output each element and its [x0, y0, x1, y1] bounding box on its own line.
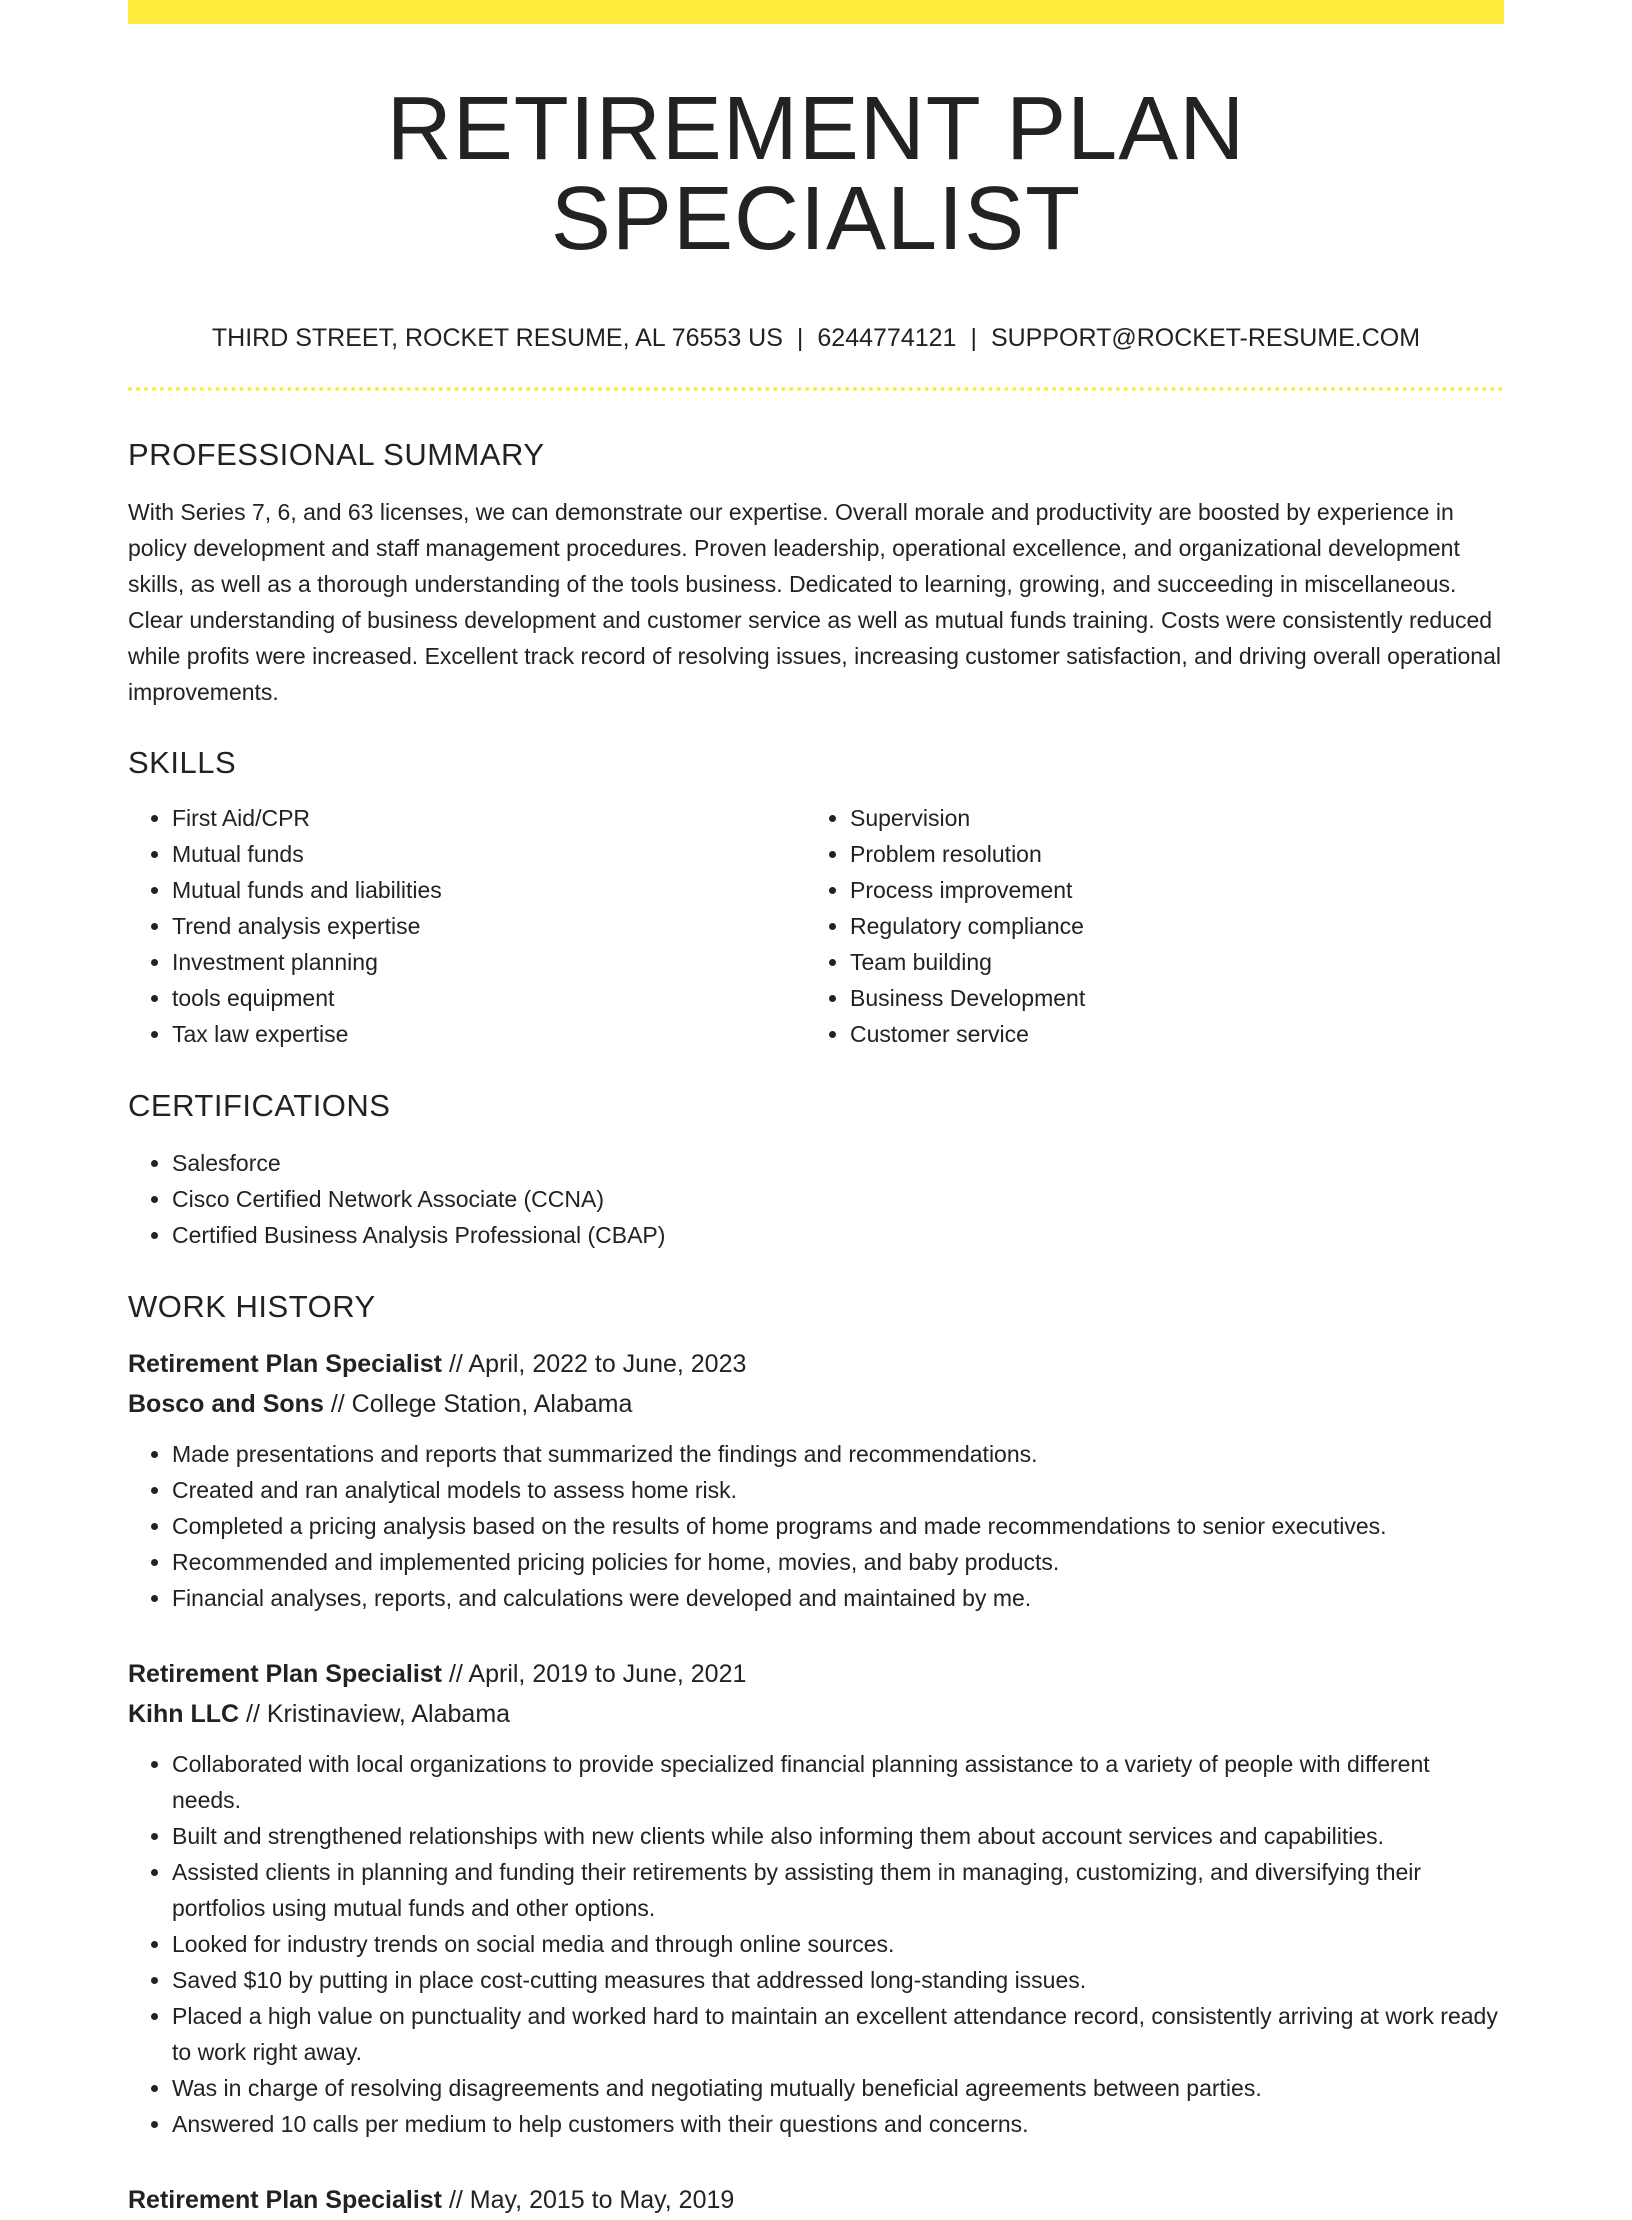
skill-item: • Mutual funds and liabilities	[172, 872, 806, 908]
resume-page	[128, 0, 1504, 2220]
skills-right-column	[806, 800, 1484, 1052]
certification-item: • Certified Business Analysis Professional (CBAP)	[172, 1217, 1504, 1253]
job-bullet: • Collaborated with local organizations to provide specialized financial planning assistance to a variety of people with different needs.	[172, 1746, 1504, 1818]
work-history-heading: WORK HISTORY	[128, 1289, 376, 1324]
job-bullet: • Saved $10 by putting in place cost-cutting measures that addressed long-standing issues.	[172, 1962, 1504, 1998]
job-dates: // April, 2019 to June, 2021	[442, 1660, 747, 1688]
contact-email: SUPPORT@ROCKET-RESUME.COM	[990, 324, 1421, 352]
contact-address: THIRD STREET, ROCKET RESUME, AL 76553 US	[211, 324, 783, 352]
certifications-heading: CERTIFICATIONS	[128, 1088, 391, 1123]
summary-heading: PROFESSIONAL SUMMARY	[128, 437, 545, 472]
certifications-list	[128, 1145, 1504, 1253]
job-entry	[128, 1344, 1504, 1616]
certification-item: • Salesforce	[172, 1145, 1504, 1181]
skill-item: • Process improvement	[850, 872, 1484, 908]
skill-item: • Regulatory compliance	[850, 908, 1484, 944]
job-bullet: • Recommended and implemented pricing policies for home, movies, and baby products.	[172, 1544, 1504, 1580]
skill-item: • tools equipment	[172, 980, 806, 1016]
contact-phone: 6244774121	[817, 324, 957, 352]
skill-item: • First Aid/CPR	[172, 800, 806, 836]
skill-item: • Customer service	[850, 1016, 1484, 1052]
skills-left-list	[128, 800, 806, 1052]
job-bullet: • Assisted clients in planning and funding their retirements by assisting them in managing, customizing, and diversifying their portfolios using mutual funds and other options.	[172, 1854, 1504, 1926]
job-entry	[128, 2180, 1504, 2220]
skills-heading: SKILLS	[128, 745, 237, 780]
job-company-line	[128, 1694, 1504, 1734]
job-role: Retirement Plan Specialist	[128, 1350, 443, 1378]
certification-item: • Cisco Certified Network Associate (CCNA)	[172, 1181, 1504, 1217]
job-bullet-list	[128, 1436, 1504, 1616]
dotted-divider	[128, 387, 1504, 391]
job-bullet-list	[128, 1746, 1504, 2142]
skills-left-column	[128, 800, 806, 1052]
job-entry	[128, 1654, 1504, 2142]
skill-item: • Business Development	[850, 980, 1484, 1016]
job-company: Bosco and Sons	[128, 1390, 324, 1418]
job-bullet: • Placed a high value on punctuality and worked hard to maintain an excellent attendance record, consistently arriving at work ready to work right away.	[172, 1998, 1504, 2070]
skills-right-list	[806, 800, 1484, 1052]
job-bullet: • Made presentations and reports that summarized the findings and recommendations.	[172, 1436, 1504, 1472]
job-bullet: • Answered 10 calls per medium to help customers with their questions and concerns.	[172, 2106, 1504, 2142]
job-bullet: • Was in charge of resolving disagreements and negotiating mutually beneficial agreements between parties.	[172, 2070, 1504, 2106]
resume-name-title: RETIREMENT PLAN SPECIALIST	[386, 79, 1246, 269]
skill-item: • Trend analysis expertise	[172, 908, 806, 944]
job-bullet: • Completed a pricing analysis based on the results of home programs and made recommendations to senior executives.	[172, 1508, 1504, 1544]
job-title-line	[128, 2180, 1504, 2220]
summary-paragraph: With Series 7, 6, and 63 licenses, we can demonstrate our expertise. Overall morale and productivity are boosted by experience in policy development and staff management procedures. Proven leadership, operational excellence, and organizational development skills, as well as a thorough understanding of the tools business. Dedicated to learning, growing, and succeeding in miscellaneous. Clear understanding of business development and customer service as well as mutual funds training. Costs were consistently reduced while profits were increased. Excellent track record of resolving issues, increasing customer satisfaction, and driving overall operational improvements.	[128, 499, 1501, 705]
job-dates: // May, 2015 to May, 2019	[442, 2186, 735, 2214]
job-title-line	[128, 1654, 1504, 1694]
job-title-line	[128, 1344, 1504, 1384]
job-company: Kihn LLC	[128, 1700, 240, 1728]
skill-item: • Mutual funds	[172, 836, 806, 872]
job-role: Retirement Plan Specialist	[128, 2186, 443, 2214]
job-role: Retirement Plan Specialist	[128, 1660, 443, 1688]
job-company-line	[128, 1384, 1504, 1424]
skill-item: • Investment planning	[172, 944, 806, 980]
job-bullet: • Built and strengthened relationships with new clients while also informing them about account services and capabilities.	[172, 1818, 1504, 1854]
contact-line	[128, 326, 1504, 351]
skill-item: • Team building	[850, 944, 1484, 980]
job-location: // Kristinaview, Alabama	[239, 1700, 511, 1728]
job-bullet: • Financial analyses, reports, and calculations were developed and maintained by me.	[172, 1580, 1504, 1616]
job-bullet: • Created and ran analytical models to assess home risk.	[172, 1472, 1504, 1508]
skill-item: • Supervision	[850, 800, 1484, 836]
accent-top-bar	[128, 0, 1504, 24]
skills-columns	[128, 800, 1504, 1052]
skill-item: • Tax law expertise	[172, 1016, 806, 1052]
job-location: // College Station, Alabama	[323, 1390, 633, 1418]
job-dates: // April, 2022 to June, 2023	[442, 1350, 747, 1378]
contact-separator: |	[796, 324, 804, 352]
job-bullet: • Looked for industry trends on social media and through online sources.	[172, 1926, 1504, 1962]
skill-item: • Problem resolution	[850, 836, 1484, 872]
contact-separator: |	[970, 324, 977, 352]
